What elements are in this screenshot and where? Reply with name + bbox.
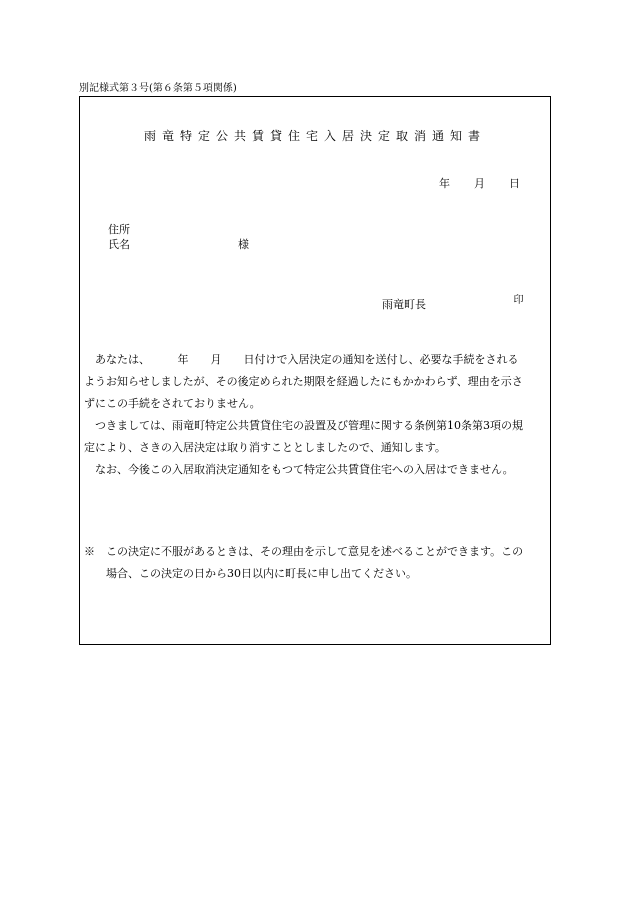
notice-body xyxy=(84,349,549,481)
address-label: 住所 xyxy=(108,223,130,236)
body-p1-line1: あなたは、 年 月 日付けで入居決定の通知を送付し、必要な手続をされる xyxy=(95,353,519,366)
date-month: 月 xyxy=(474,177,485,190)
notice-frame xyxy=(79,96,551,645)
body-p3-line1: なお、今後この入居取消決定通知をもつて特定公共賃貸住宅への入居はできません。 xyxy=(95,463,514,476)
appeal-note xyxy=(84,541,549,585)
body-p2-line2: 定により、さきの入居決定は取り消すこととしましたので、通知します。 xyxy=(84,441,446,454)
note-line1: ※ この決定に不服があるときは、その理由を示して意見を述べることができます。この xyxy=(84,545,524,558)
form-number: 別記様式第３号(第６条第５項関係) xyxy=(79,83,237,94)
seal-mark: 印 xyxy=(513,295,524,306)
date-year: 年 xyxy=(439,177,450,190)
date-line xyxy=(439,175,520,191)
body-p1-line2: ようお知らせしましたが、その後定められた期限を経過したにもかかわらず、理由を示さ xyxy=(84,375,523,388)
honorific: 様 xyxy=(238,238,249,251)
body-p1-line3: ずにこの手続をされておりません。 xyxy=(84,397,261,410)
date-day: 日 xyxy=(509,177,520,190)
document-title: 雨竜特定公共賃貸住宅入居決定取消通知書 xyxy=(143,129,486,143)
body-p2-line1: つきましては、雨竜町特定公共賃貸住宅の設置及び管理に関する条例第10条第3項の規 xyxy=(95,419,523,432)
name-label: 氏名 xyxy=(108,238,130,251)
issuer-title: 雨竜町長 xyxy=(382,298,426,311)
note-line2: 場合、この決定の日から30日以内に町長に申し出てください。 xyxy=(106,567,417,580)
